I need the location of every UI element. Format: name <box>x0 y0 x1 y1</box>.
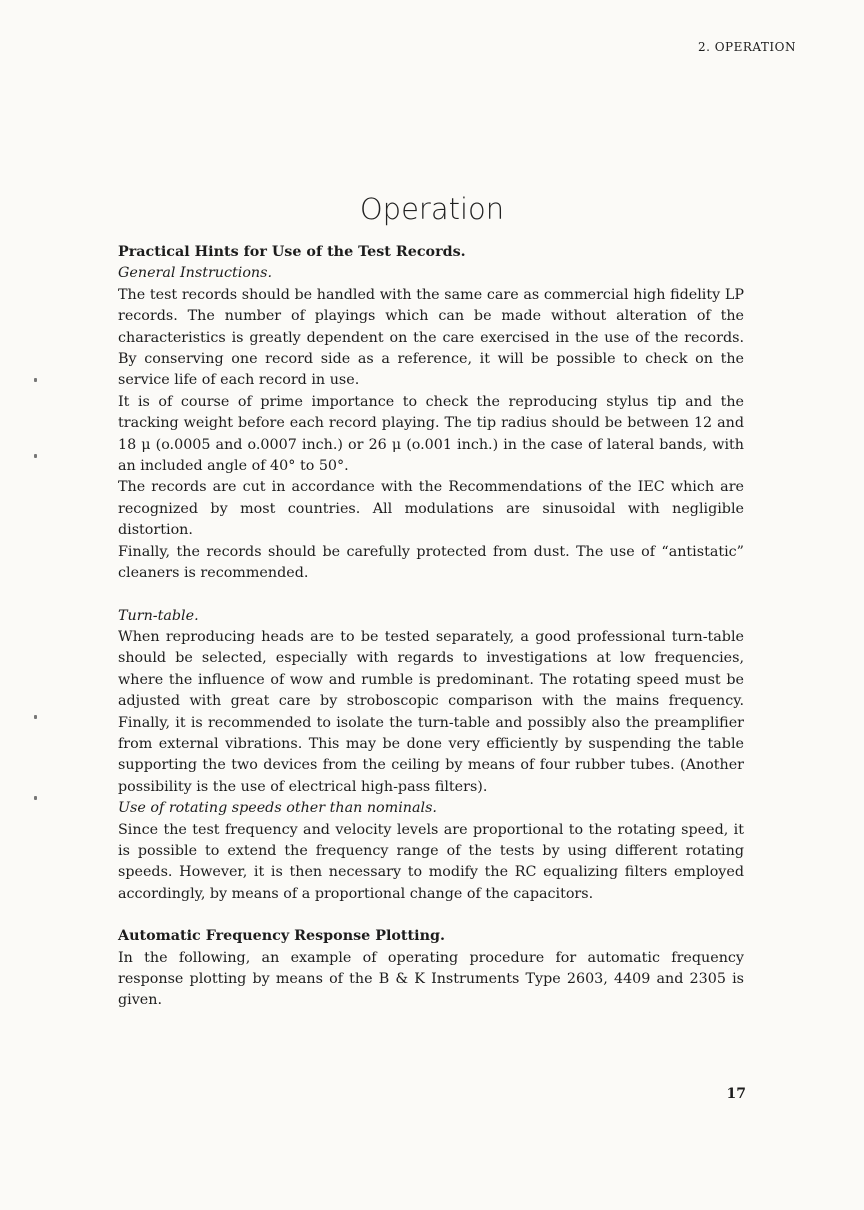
paragraph-rotating-speeds: Since the test frequency and velocity levels are proportional to the rotating speed, it is possible to extend the frequency range of the tests by using different rotating speeds. However, it is then necessary to modify the RC equalizing filters employed accordingly, by means of a proportional change of the capacitors. <box>118 821 744 902</box>
page-body <box>118 242 744 1012</box>
section-heading-automatic-plotting: Automatic Frequency Response Plotting. <box>118 928 445 945</box>
paragraph-automatic-plotting: In the following, an example of operating procedure for automatic frequency response plotting by means of the B & K Instruments Type 2603, 4409 and 2305 is given. <box>118 949 744 1009</box>
subheading-turn-table: Turn-table. <box>118 607 199 624</box>
subheading-rotating-speeds: Use of rotating speeds other than nominals. <box>118 800 437 817</box>
paragraph-turn-table: When reproducing heads are to be tested separately, a good professional turn-table should be selected, especially with regards to investigations at low frequencies, where the influence of wow and rumble is predominant. The rotating speed must be adjusted with great care by stroboscopic comparison with the mains frequency. Finally, it is recommended to isolate the turn-table and possibly also the preamplifier from external vibrations. This may be done very efficiently by suspending the table supporting the two devices from the ceiling by means of four rubber tubes. (Another possibility is the use of electrical high-pass filters). <box>118 628 744 795</box>
spacer <box>118 905 744 926</box>
margin-speck <box>34 715 37 719</box>
page-number: 17 <box>726 1086 746 1102</box>
margin-speck <box>34 454 37 458</box>
section-heading-practical-hints: Practical Hints for Use of the Test Records. <box>118 244 466 260</box>
paragraph-stylus: It is of course of prime importance to check the reproducing stylus tip and the tracking weight before each record playing. The tip radius should be between 12 and 18 μ (o.0005 and o.0007 inch.) or 26 μ (o.001 inch.) in the case of lateral bands, with an included angle of 40° to 50°. <box>118 393 744 475</box>
paragraph-handling: The test records should be handled with the same care as commercial high fidelity LP records. The number of playings which can be made without alteration of the characteristics is greatly dependent on the care exercised in the use of the records. By conserving one record side as a reference, it will be possible to check on the service life of each record in use. <box>118 286 744 389</box>
paragraph-dust: Finally, the records should be carefully protected from dust. The use of “antistatic” cleaners is recommended. <box>118 543 744 582</box>
paragraph-iec: The records are cut in accordance with the Recommendations of the IEC which are recognized by most countries. All modulations are sinusoidal with negligible distortion. <box>118 479 744 539</box>
margin-speck <box>34 796 37 800</box>
page-title: Operation <box>359 192 505 226</box>
spacer <box>118 585 744 606</box>
running-head: 2. OPERATION <box>697 40 796 54</box>
margin-speck <box>34 378 37 382</box>
subheading-general-instructions: General Instructions. <box>118 265 273 282</box>
